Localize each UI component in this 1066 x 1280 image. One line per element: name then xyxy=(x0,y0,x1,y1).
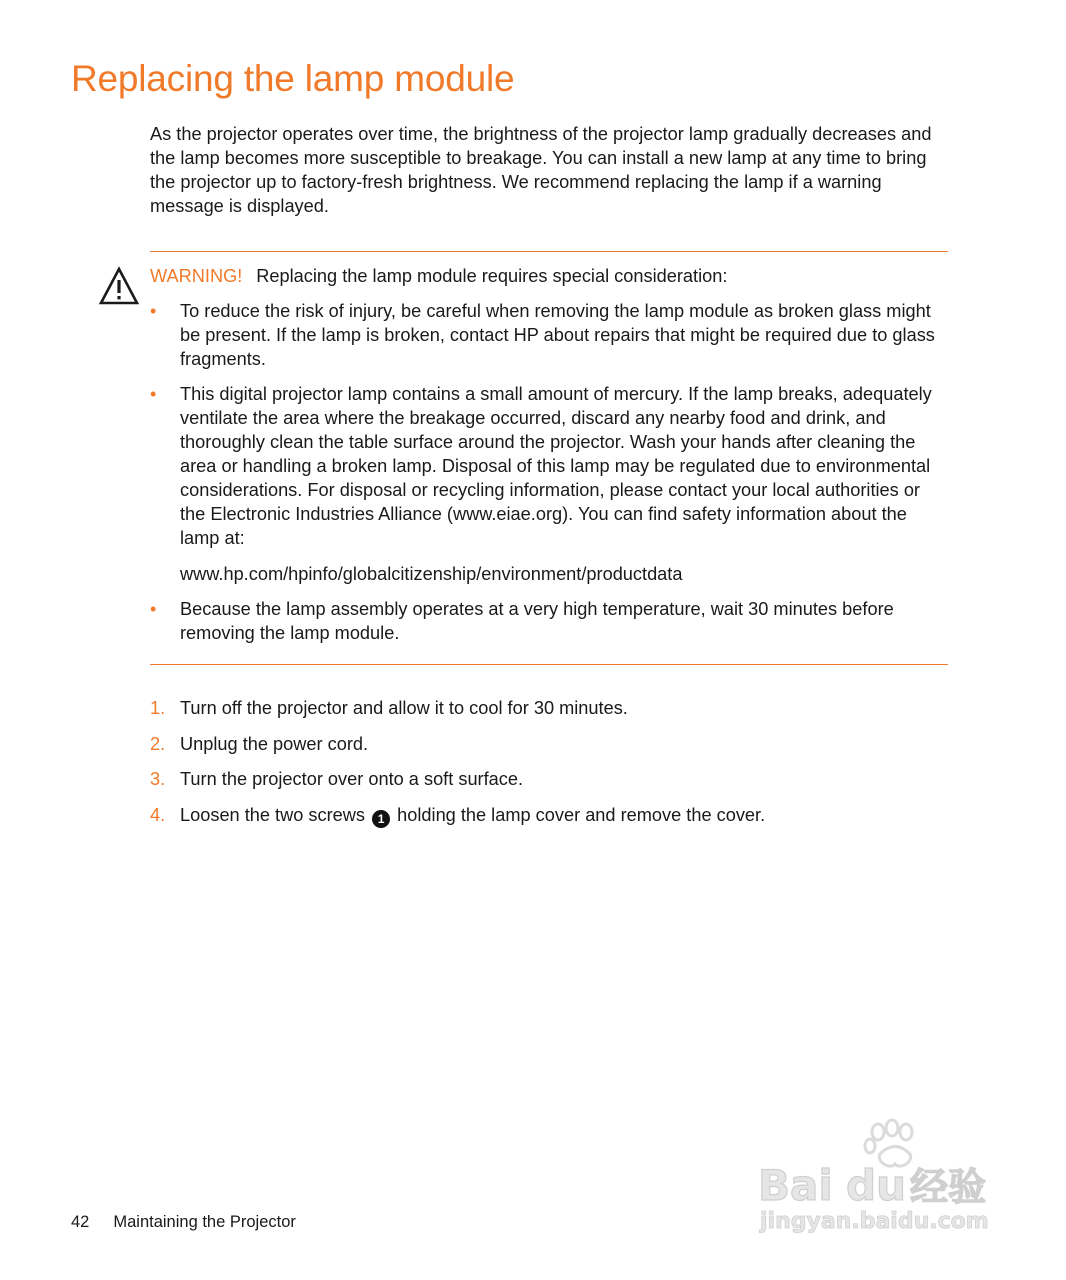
footer-section-title: Maintaining the Projector xyxy=(113,1213,296,1231)
warning-bottom-rule xyxy=(150,664,948,665)
step-text: Unplug the power cord. xyxy=(180,733,369,754)
bullet-text: This digital projector lamp contains a small amount of mercury. If the lamp breaks, adequately ventilate the area where the breakage occurred, discard any nearby food and drink, and thoroughly clean the table surface around the projector. Wash your hands after cleaning the area or handling a broken lamp. Disposal of this lamp may be regulated due to environmental considerations. For disposal or recycling information, please contact your local authorities or the Electronic Industries Alliance (www.eiae.org). You can find safety information about the lamp at: xyxy=(180,384,932,548)
baidu-watermark-logo xyxy=(750,1118,1010,1238)
warning-top-rule xyxy=(150,251,948,252)
bullet-icon: • xyxy=(150,384,157,404)
bullet-icon: • xyxy=(150,301,157,321)
step-text-after: holding the lamp cover and remove the cover. xyxy=(397,804,766,825)
step-item xyxy=(150,803,950,828)
step-item xyxy=(150,732,950,756)
warning-text: Replacing the lamp module requires special consideration: xyxy=(256,266,728,286)
list-item xyxy=(150,382,950,586)
svg-text:经验: 经验 xyxy=(910,1165,987,1209)
callout-number-icon: 1 xyxy=(372,810,390,828)
svg-text:jingyan.baidu.com: jingyan.baidu.com xyxy=(760,1209,989,1234)
intro-paragraph: As the projector operates over time, the brightness of the projector lamp gradually decreases and the lamp becomes more susceptible to breakage. You can install a new lamp at any time to bring the projector up to factory-fresh brightness. We recommend replacing the lamp if a warning message is displayed. xyxy=(150,124,932,216)
safety-info-url: www.hp.com/hpinfo/globalcitizenship/environment/productdata xyxy=(180,564,683,584)
warning-heading xyxy=(150,264,727,288)
step-text-before: Loosen the two screws xyxy=(180,804,366,825)
step-number: 4. xyxy=(150,804,166,825)
bullet-text: To reduce the risk of injury, be careful when removing the lamp module as broken glass might be present. If the lamp is broken, contact HP about repairs that might be required due to glass fragments. xyxy=(180,301,935,369)
warning-bullet-list xyxy=(150,299,950,656)
page-footer xyxy=(71,1211,296,1233)
steps-list xyxy=(150,696,950,839)
warning-triangle-icon xyxy=(98,266,140,306)
page-number: 42 xyxy=(71,1213,90,1231)
step-item xyxy=(150,696,950,720)
svg-text:du: du xyxy=(846,1161,906,1210)
list-item xyxy=(150,597,950,645)
page-title: Replacing the lamp module xyxy=(71,58,515,99)
step-item xyxy=(150,767,950,791)
step-text: Turn the projector over onto a soft surface. xyxy=(180,769,524,789)
list-item xyxy=(150,299,950,371)
step-number: 3. xyxy=(150,769,166,789)
warning-label: WARNING! xyxy=(150,266,243,286)
bullet-icon: • xyxy=(150,599,157,619)
step-text: Turn off the projector and allow it to cool for 30 minutes. xyxy=(180,698,628,718)
step-number: 2. xyxy=(150,733,166,754)
bullet-text: Because the lamp assembly operates at a very high temperature, wait 30 minutes before removing the lamp module. xyxy=(180,599,894,643)
svg-text:Bai: Bai xyxy=(758,1161,833,1210)
step-number: 1. xyxy=(150,698,166,718)
